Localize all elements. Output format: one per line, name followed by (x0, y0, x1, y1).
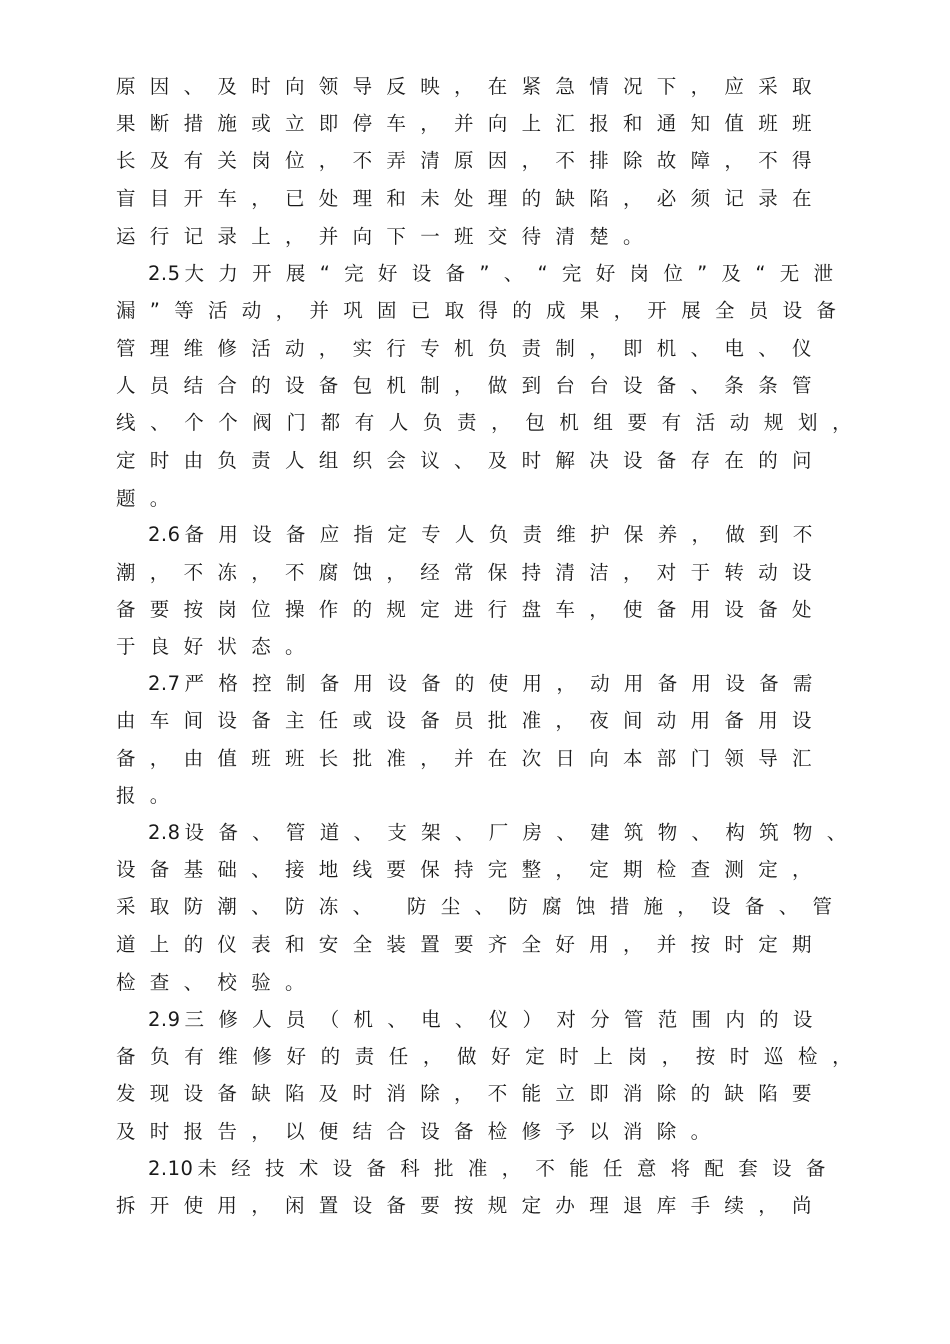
paragraph-2-8-first-line (148, 818, 868, 848)
text-line: 于良好状态。 (116, 635, 319, 658)
section-number: 2.5 (148, 262, 181, 285)
section-number: 2.10 (148, 1157, 194, 1180)
text-line: 报。 (116, 784, 184, 807)
text-line: 大力开展“完好设备”、“完好岗位”及“无泄 (184, 262, 848, 285)
text-line: 备用设备应指定专人负责维护保养，做到不 (184, 523, 827, 546)
text-line: 采取防潮、防冻、 防尘、防腐蚀措施，设备、管 (116, 895, 847, 918)
text-line: 长及有关岗位，不弄清原因，不排除故障，不得 (116, 149, 826, 172)
section-number: 2.7 (148, 672, 181, 695)
text-line: 道上的仪表和安全装置要齐全好用，并按时定期 (116, 933, 826, 956)
paragraph-2-7-first-line (148, 669, 868, 699)
paragraph-2-9-first-line (148, 1005, 868, 1035)
paragraph-2-6-first-line (148, 520, 868, 550)
text-line: 线、个个阀门都有人负责，包机组要有活动规划， (116, 411, 867, 434)
text-line: 果断措施或立即停车，并向上汇报和通知值班班 (116, 112, 826, 135)
text-line: 盲目开车，已处理和未处理的缺陷，必须记录在 (116, 187, 826, 210)
section-number: 2.8 (148, 821, 181, 844)
text-line: 定时由负责人组织会议、及时解决设备存在的问 (116, 449, 826, 472)
text-line: 未经技术设备科批准，不能任意将配套设备 (197, 1157, 840, 1180)
text-line: 备要按岗位操作的规定进行盘车，使备用设备处 (116, 598, 826, 621)
text-line: 严格控制备用设备的使用，动用备用设备需 (184, 672, 827, 695)
text-line: 拆开使用，闲置设备要按规定办理退库手续，尚 (116, 1194, 826, 1217)
text-line: 三修人员（机、电、仪）对分管范围内的设 (184, 1008, 827, 1031)
section-number: 2.9 (148, 1008, 181, 1031)
text-line: 设备基础、接地线要保持完整，定期检查测定， (116, 858, 826, 881)
text-line: 检查、校验。 (116, 971, 319, 994)
text-line: 及时报告，以便结合设备检修予以消除。 (116, 1120, 725, 1143)
text-line: 运行记录上，并向下一班交待清楚。 (116, 225, 657, 248)
section-number: 2.6 (148, 523, 181, 546)
paragraph-2-5-first-line (148, 259, 868, 289)
paragraph-2-10-first-line (148, 1154, 868, 1184)
text-line: 备负有维修好的责任，做好定时上岗，按时巡检， (116, 1045, 867, 1068)
text-line: 管理维修活动，实行专机负责制，即机、电、仪 (116, 337, 826, 360)
text-line: 设备、管道、支架、厂房、建筑物、构筑物、 (184, 821, 861, 844)
text-line: 由车间设备主任或设备员批准，夜间动用备用设 (116, 709, 826, 732)
text-line: 人员结合的设备包机制，做到台台设备、条条管 (116, 374, 826, 397)
text-line: 漏”等活动，并巩固已取得的成果，开展全员设备 (116, 299, 851, 322)
text-line: 潮，不冻，不腐蚀，经常保持清洁，对于转动设 (116, 561, 826, 584)
text-line: 备，由值班班长批准，并在次日向本部门领导汇 (116, 747, 826, 770)
text-line: 题。 (116, 487, 184, 510)
text-line: 发现设备缺陷及时消除，不能立即消除的缺陷要 (116, 1082, 826, 1105)
text-line: 原因、及时向领导反映，在紧急情况下，应采取 (116, 75, 826, 98)
